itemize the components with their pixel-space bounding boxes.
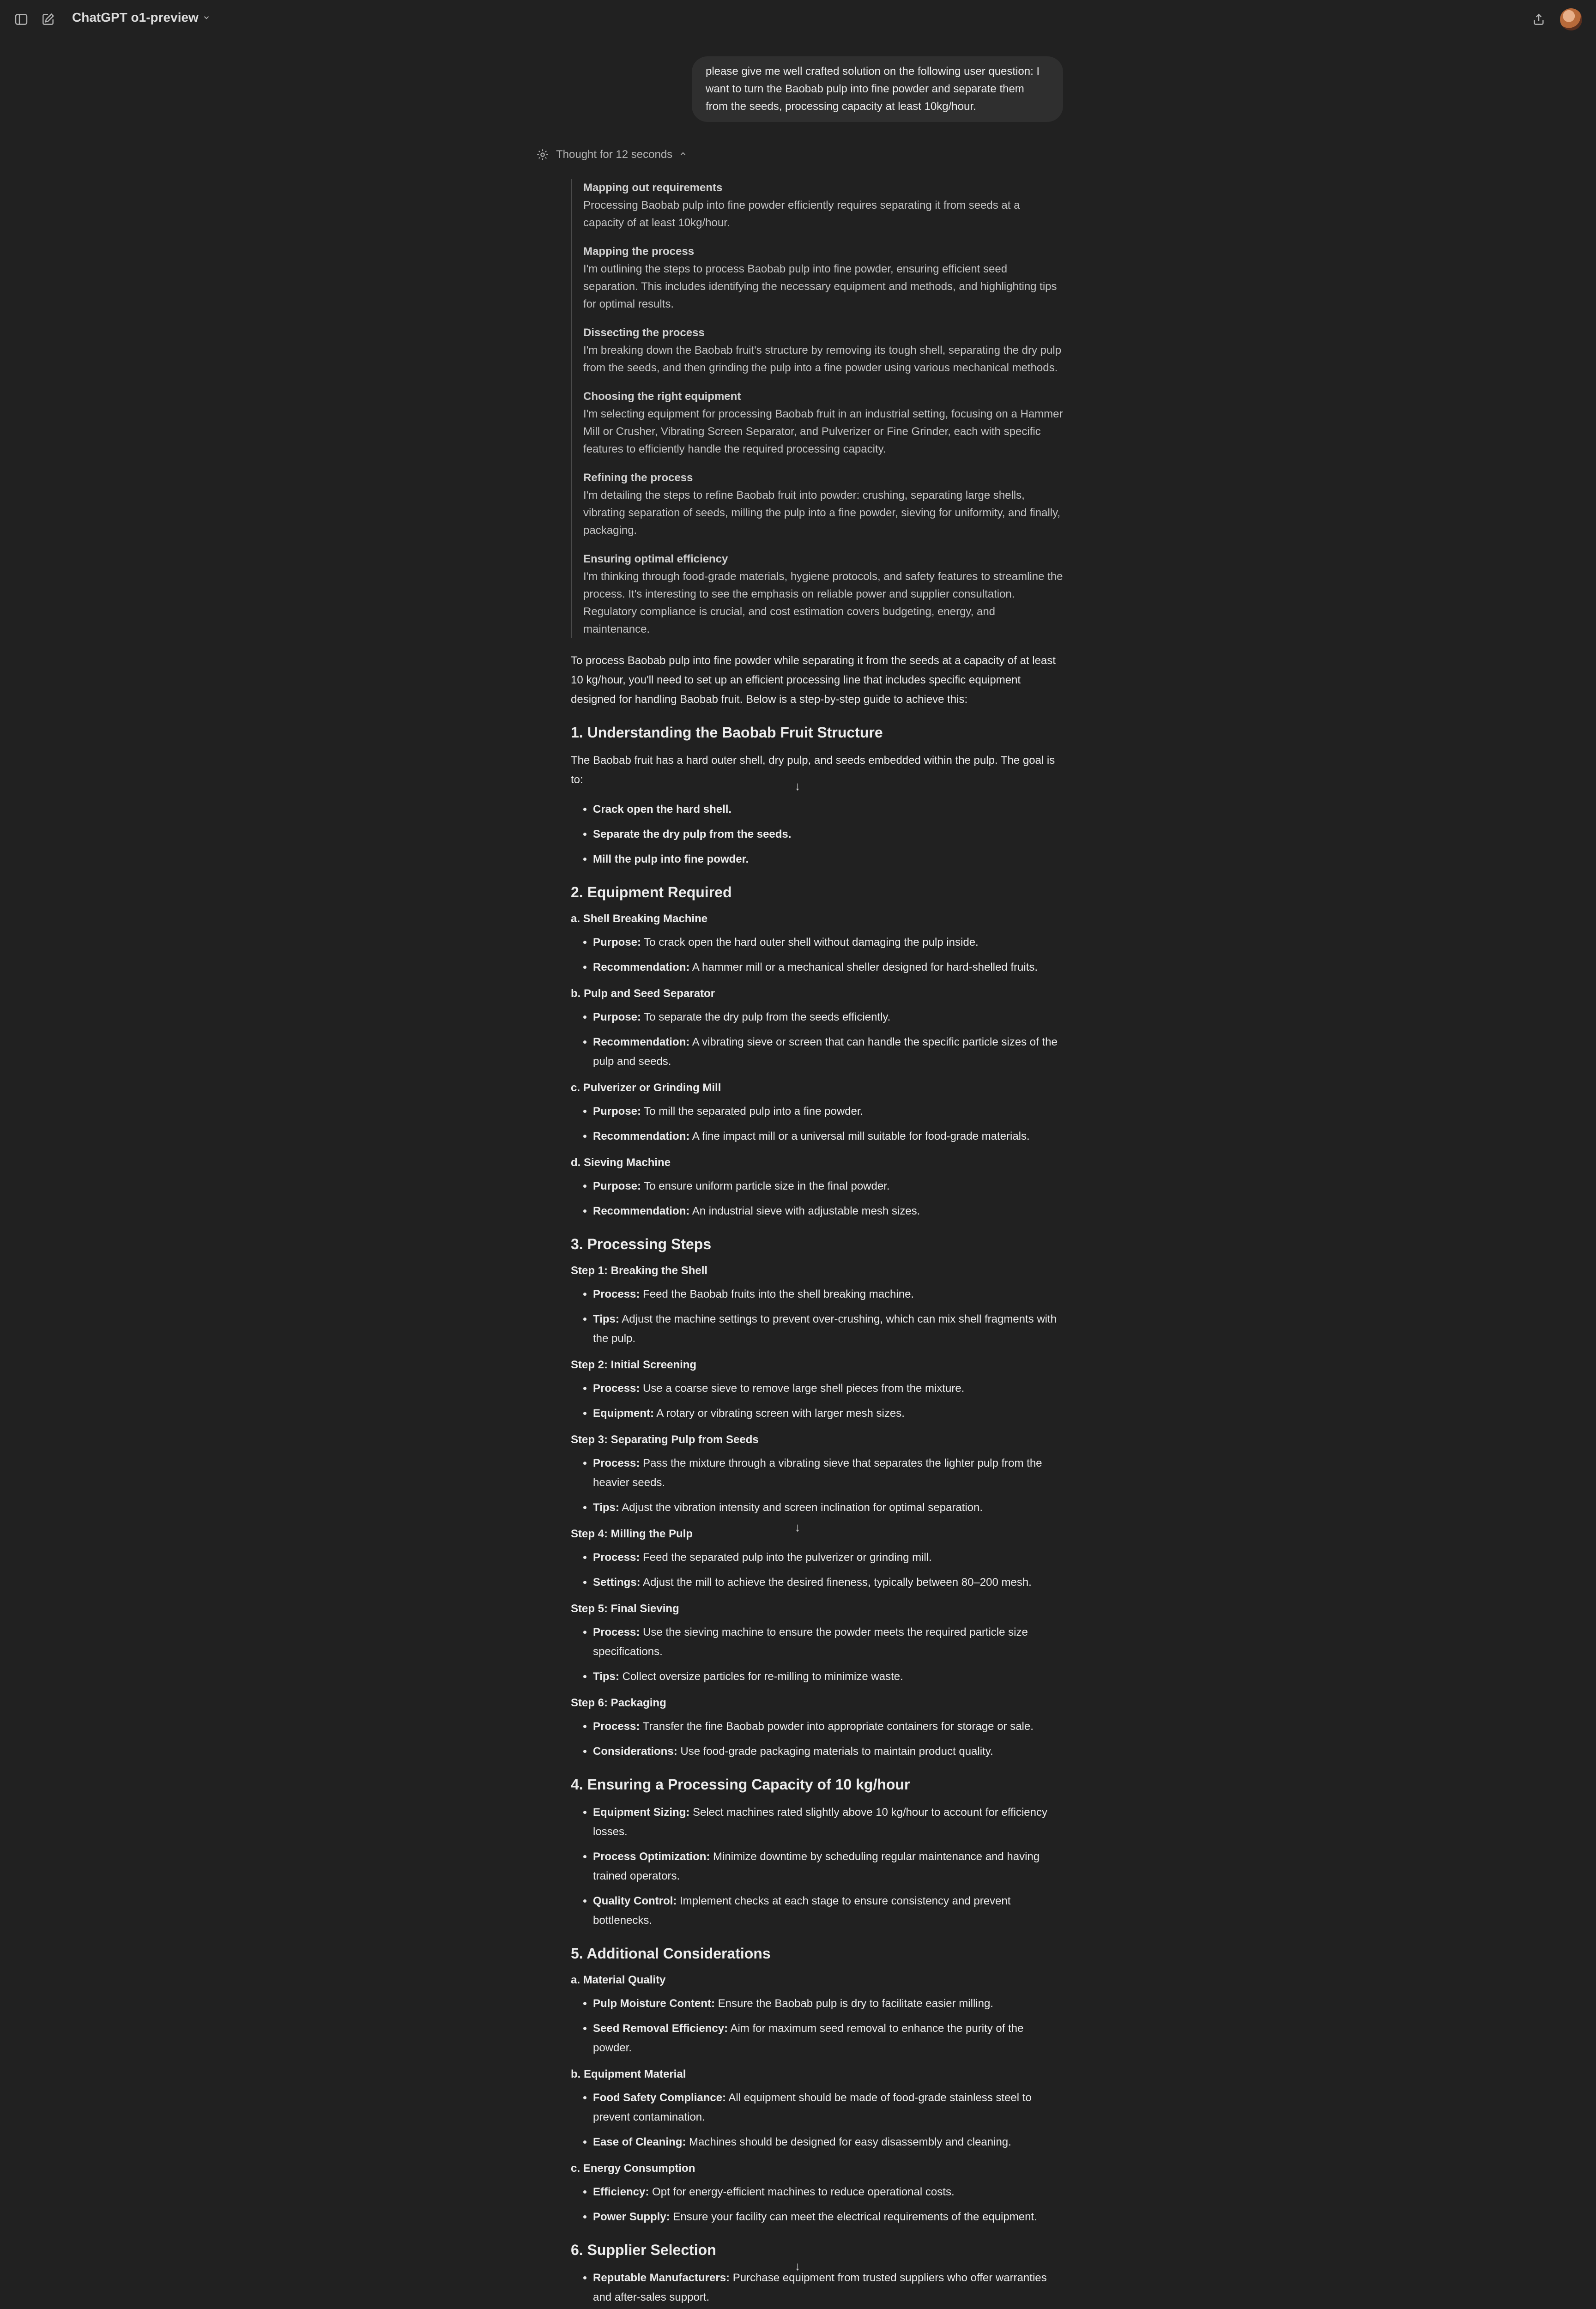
bullet-list [571, 1102, 1063, 1146]
thought-title: Choosing the right equipment [583, 390, 741, 403]
bullet-list [571, 1623, 1063, 1686]
thought-text: I'm breaking down the Baobab fruit's structure by removing its tough shell, separating the dry pulp from the seeds, and then grinding the pulp into a fine powder using various mechanical methods. [583, 344, 1062, 374]
list-item: • Seed Removal Efficiency: Aim for maximum seed removal to enhance the purity of the powder. [593, 2019, 1063, 2058]
bullet-list [571, 1994, 1063, 2058]
bullet-list [571, 1548, 1063, 1592]
chevron-down-icon [202, 10, 211, 25]
list-item: • Tips: Adjust the machine settings to prevent over-crushing, which can mix shell fragments with the pulp. [593, 1310, 1063, 1348]
bullet-list [571, 2088, 1063, 2152]
answer-intro: To process Baobab pulp into fine powder while separating it from the seeds at a capacity of at least 10 kg/hour, you'll need to set up an efficient processing line that includes specific equipment designed for handling Baobab fruit. Below is a step-by-step guide to achieve this: [571, 654, 1056, 706]
subsection-heading: Step 3: Separating Pulp from Seeds [571, 1433, 759, 1446]
list-item: • Process: Use a coarse sieve to remove large shell pieces from the mixture. [593, 1379, 1063, 1398]
subsection-heading: d. Sieving Machine [571, 1156, 671, 1169]
list-item: • Reputable Manufacturers: Purchase equipment from trusted suppliers who offer warranties and after-sales support. [593, 2268, 1063, 2307]
list-item: • Ease of Cleaning: Machines should be designed for easy disassembly and cleaning. [593, 2133, 1063, 2152]
subsection-heading: a. Shell Breaking Machine [571, 913, 708, 925]
subsection-heading: a. Material Quality [571, 1974, 666, 1986]
list-item: • Quality Control: Implement checks at each stage to ensure consistency and prevent bottlenecks. [593, 1892, 1063, 1930]
model-title-label: ChatGPT o1-preview [72, 10, 199, 24]
list-item: • Purpose: To mill the separated pulp into a fine powder. [593, 1102, 1063, 1121]
list-item: • Process Optimization: Minimize downtime by scheduling regular maintenance and having trained operators. [593, 1847, 1063, 1886]
list-item: • Process: Feed the Baobab fruits into the shell breaking machine. [593, 1285, 1063, 1304]
list-item: • Food Safety Compliance: All equipment should be made of food-grade stainless steel to prevent contamination. [593, 2088, 1063, 2127]
share-icon[interactable] [1530, 10, 1548, 29]
subsection-heading: b. Pulp and Seed Separator [571, 987, 715, 1000]
section-text: The Baobab fruit has a hard outer shell, dry pulp, and seeds embedded within the pulp. The goal is to: [571, 754, 1055, 786]
thought-title: Ensuring optimal efficiency [583, 553, 728, 565]
assistant-answer [571, 651, 1063, 2309]
thought-title: Mapping out requirements [583, 181, 723, 194]
section-heading: 5. Additional Considerations [571, 1945, 771, 1962]
list-item: • Equipment Sizing: Select machines rated slightly above 10 kg/hour to account for efficiency losses. [593, 1803, 1063, 1842]
list-item: • Recommendation: An industrial sieve with adjustable mesh sizes. [593, 1202, 1063, 1221]
scroll-down-arrow-icon[interactable]: ↓ [794, 2259, 801, 2273]
thought-text: Processing Baobab pulp into fine powder efficiently requires separating it from seeds at a capacity of at least 10kg/hour. [583, 199, 1020, 229]
bullet-list [571, 2268, 1063, 2309]
scroll-down-arrow-icon[interactable]: ↓ [794, 779, 801, 793]
thinking-gear-icon [536, 148, 550, 162]
new-chat-icon[interactable] [39, 10, 57, 29]
list-item: • Recommendation: A hammer mill or a mechanical sheller designed for hard-shelled fruits. [593, 958, 1063, 977]
section-heading: 6. Supplier Selection [571, 2242, 716, 2258]
bullet-list [571, 1285, 1063, 1348]
bullet-list [571, 1379, 1063, 1423]
thought-text: I'm thinking through food-grade materials, hygiene protocols, and safety features to streamline the process. It's interesting to see the emphasis on reliable power and supplier consultation. Regulatory compliance is crucial, and cost estimation covers budgeting, energy, and maintenance. [583, 570, 1063, 635]
thought-summary [571, 179, 1063, 638]
list-item: • Recommendation: A fine impact mill or a universal mill suitable for food-grade materials. [593, 1127, 1063, 1146]
section-heading: 2. Equipment Required [571, 884, 732, 901]
subsection-heading: Step 5: Final Sieving [571, 1602, 679, 1615]
list-item: • Settings: Adjust the mill to achieve the desired fineness, typically between 80–200 mesh. [593, 1573, 1063, 1592]
subsection-heading: b. Equipment Material [571, 2068, 686, 2080]
bullet-list [571, 933, 1063, 977]
subsection-heading: Step 2: Initial Screening [571, 1359, 697, 1371]
chevron-up-icon [679, 150, 687, 160]
thought-text: I'm outlining the steps to process Baobab pulp into fine powder, ensuring efficient seed separation. This includes identifying the necessary equipment and methods, and highlighting tips for optimal results. [583, 263, 1057, 310]
subsection-heading: c. Energy Consumption [571, 2162, 695, 2175]
list-item: • Crack open the hard shell. [593, 800, 1063, 819]
subsection-heading: Step 6: Packaging [571, 1697, 666, 1709]
list-item: • Separate the dry pulp from the seeds. [593, 825, 1063, 844]
sidebar-toggle-icon[interactable] [12, 10, 30, 29]
thought-toggle[interactable] [536, 145, 687, 164]
thought-duration-label: Thought for 12 seconds [556, 148, 673, 161]
bullet-list [571, 1177, 1063, 1221]
subsection-heading: c. Pulverizer or Grinding Mill [571, 1082, 721, 1094]
thought-text: I'm detailing the steps to refine Baobab fruit into powder: crushing, separating large shells, vibrating separation of seeds, milling the pulp into a fine powder, sieving for uniformity, and finally, packaging. [583, 489, 1061, 537]
list-item: • Tips: Collect oversize particles for re-milling to minimize waste. [593, 1667, 1063, 1686]
list-item: • Equipment: A rotary or vibrating screen with larger mesh sizes. [593, 1404, 1063, 1423]
list-item: • Considerations: Use food-grade packaging materials to maintain product quality. [593, 1742, 1063, 1761]
bullet-list [571, 1008, 1063, 1071]
user-message-bubble: please give me well crafted solution on the following user question: I want to turn the Baobab pulp into fine powder and separate them from the seeds, processing capacity at least 10kg/hour. [692, 56, 1063, 122]
list-item: • Purpose: To ensure uniform particle size in the final powder. [593, 1177, 1063, 1196]
section-heading: 3. Processing Steps [571, 1236, 712, 1252]
thought-text: I'm selecting equipment for processing Baobab fruit in an industrial setting, focusing on a Hammer Mill or Crusher, Vibrating Screen Separator, and Pulverizer or Fine Grinder, each with specific features to efficiently handle the required processing capacity. [583, 408, 1063, 455]
top-bar [0, 0, 1596, 39]
subsection-heading: Step 4: Milling the Pulp [571, 1528, 693, 1540]
section-heading: 4. Ensuring a Processing Capacity of 10 kg/hour [571, 1776, 910, 1793]
bullet-list [571, 1454, 1063, 1517]
subsection-heading: Step 1: Breaking the Shell [571, 1264, 708, 1277]
thought-title: Dissecting the process [583, 326, 705, 339]
list-item: • Tips: Adjust the vibration intensity and screen inclination for optimal separation. [593, 1498, 1063, 1517]
list-item: • Purpose: To crack open the hard outer shell without damaging the pulp inside. [593, 933, 1063, 952]
scroll-down-arrow-icon[interactable]: ↓ [794, 1520, 801, 1534]
thought-title: Mapping the process [583, 245, 695, 258]
list-item: • Mill the pulp into fine powder. [593, 850, 1063, 869]
model-selector[interactable] [72, 10, 211, 25]
list-item: • Process: Feed the separated pulp into the pulverizer or grinding mill. [593, 1548, 1063, 1567]
bullet-list [571, 1717, 1063, 1761]
list-item: • Efficiency: Opt for energy-efficient machines to reduce operational costs. [593, 2182, 1063, 2202]
list-item: • Power Supply: Ensure your facility can meet the electrical requirements of the equipment. [593, 2207, 1063, 2227]
bullet-list [571, 2182, 1063, 2227]
user-avatar[interactable] [1560, 8, 1582, 30]
bullet-list [571, 1803, 1063, 1930]
list-item: • Process: Use the sieving machine to ensure the powder meets the required particle size specifications. [593, 1623, 1063, 1662]
bullet-list [571, 800, 1063, 869]
list-item: • Pulp Moisture Content: Ensure the Baobab pulp is dry to facilitate easier milling. [593, 1994, 1063, 2013]
list-item: • Recommendation: A vibrating sieve or screen that can handle the specific particle sizes of the pulp and seeds. [593, 1033, 1063, 1071]
thought-title: Refining the process [583, 471, 693, 484]
section-heading: 1. Understanding the Baobab Fruit Structure [571, 724, 883, 741]
list-item: • Purpose: To separate the dry pulp from the seeds efficiently. [593, 1008, 1063, 1027]
list-item: • Process: Transfer the fine Baobab powder into appropriate containers for storage or sale. [593, 1717, 1063, 1736]
list-item: • Process: Pass the mixture through a vibrating sieve that separates the lighter pulp from the heavier seeds. [593, 1454, 1063, 1493]
